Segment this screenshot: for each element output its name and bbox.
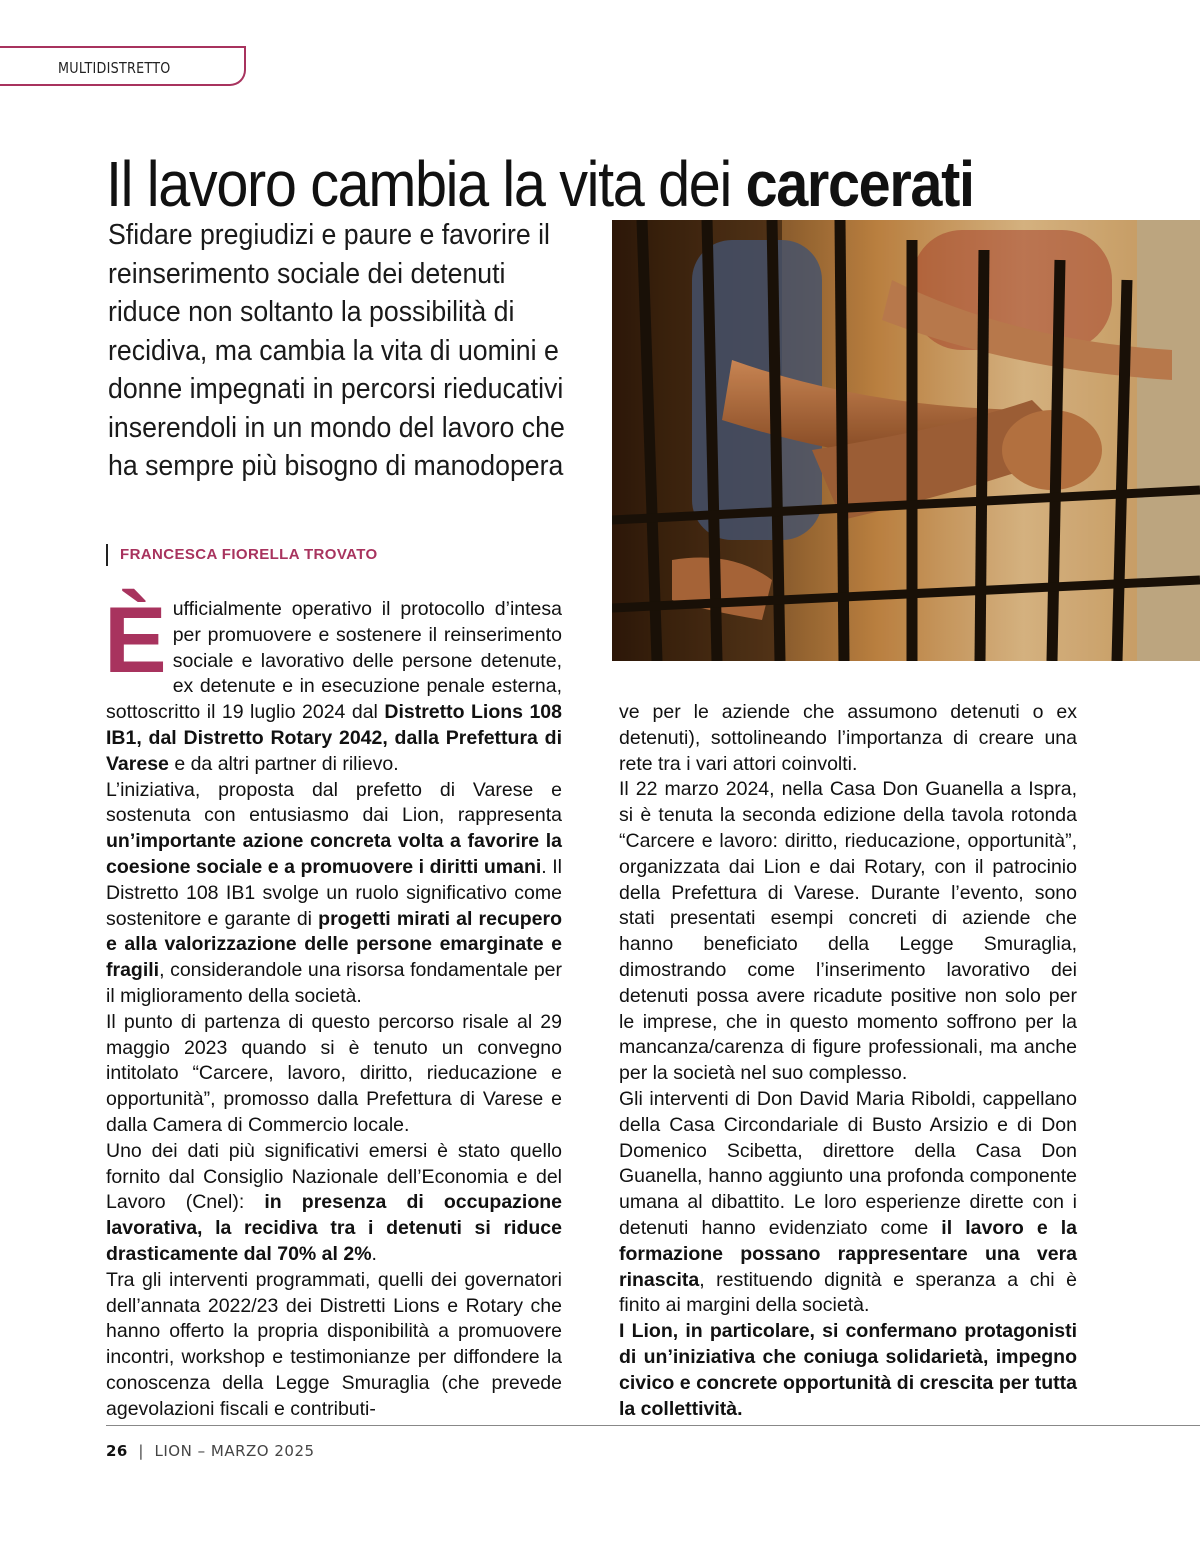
paragraph-2 [106, 778, 562, 1010]
section-label: MULTIDISTRETTO [58, 59, 171, 77]
paragraph-9 [619, 1319, 1077, 1422]
text-run-2: , restituendo dignità e speranza a chi è finito ai margini della società. [619, 1268, 1077, 1317]
footer-separator: | [133, 1442, 150, 1460]
title-light: Il lavoro cambia la vita dei [106, 147, 746, 220]
paragraph-4 [106, 1139, 562, 1268]
article-title [106, 149, 1060, 219]
text-run-2: e da altri partner di rilievo. [168, 752, 399, 775]
paragraph-1 [104, 587, 562, 778]
footer-publication: LION – MARZO 2025 [154, 1442, 315, 1460]
body-column-left [104, 587, 562, 1423]
bold-run-1: un’importante azione concreta volta a favorire la coesione sociale e a promuovere i diritti umani [106, 830, 562, 878]
text-run-2: . Il Distretto 108 IB1 svolge un ruolo significativo come sostenitore e garante di [106, 855, 562, 930]
text-run-0: Il punto di partenza di questo percorso risale al 29 maggio 2023 quando si è tenuto un convegno intitolato “Carcere, lavoro, diritto, rieducazione e opportunità”, promosso dalla Prefettura di Varese e dalla Camera di Commercio locale. [106, 1010, 562, 1136]
photo-illustration [612, 220, 1200, 661]
paragraph-3 [106, 1010, 562, 1139]
author-byline: FRANCESCA FIORELLA TROVATO [106, 544, 378, 566]
text-run-0: Tra gli interventi programmati, quelli dei governatori dell’annata 2022/23 dei Distretti Lions e Rotary che hanno offerto la propria disponibilità a promuovere incontri, workshop e testimonianze per diffondere la conoscenza della Legge Smuraglia (che prevede agevolazioni fiscali e contributi- [106, 1268, 562, 1420]
bold-run-3: progetti mirati al recupero e alla valorizzazione delle persone emarginate e fragili [106, 907, 562, 982]
page-number: 26 [106, 1442, 128, 1460]
page-footer [106, 1442, 315, 1460]
text-run-0: ve per le aziende che assumono detenuti o ex detenuti), sottolineando l’importanza di creare una rete tra i vari attori coinvolti. [619, 701, 1077, 775]
bold-run-1: Distretto Lions 108 IB1, dal Distretto Rotary 2042, dalla Prefettura di Varese [106, 701, 562, 775]
bold-run-0: I Lion, in particolare, si confermano protagonisti di un’iniziativa che coniuga solidarietà, impegno civico e concrete opportunità di crescita per tutta la collettività. [619, 1320, 1077, 1420]
paragraph-7 [619, 777, 1077, 1087]
bold-run-1: in presenza di occupazione lavorativa, la recidiva tra i detenuti si riduce drasticamente dal 70% al 2% [106, 1191, 562, 1265]
text-run-0: L’iniziativa, proposta dal prefetto di Varese e sostenuta con entusiasmo dai Lion, rappresenta [106, 778, 562, 827]
text-run-0: ufficialmente operativo il protocollo d’intesa per promuovere e sostenere il reinserimento sociale e lavorativo delle persone detenute, ex detenute e in esecuzione penale esterna, sottoscritto il 19 luglio 2024 dal [106, 598, 562, 724]
text-run-0: Gli interventi di Don David Maria Riboldi, cappellano della Casa Circondariale di Busto Arsizio e di Don Domenico Scibetta, direttore della Casa Don Guanella, hanno aggiunto una profonda componente umana al dibattito. Le loro esperienze dirette con i detenuti hanno evidenziato come [619, 1087, 1077, 1239]
paragraph-8 [619, 1087, 1077, 1319]
text-run-2: . [371, 1242, 377, 1265]
standfirst: Sfidare pregiudizi e paure e favorire il reinserimento sociale dei detenuti riduce non soltanto la possibilità di recidiva, ma cambia la vita di uomini e donne impegnati in percorsi rieducativi inserendoli in un mondo del lavoro che ha sempre più bisogno di manodopera [108, 219, 565, 482]
text-run-0: Uno dei dati più significativi emersi è stato quello fornito dal Consiglio Nazionale dell’Economia e del Lavoro (Cnel): [106, 1139, 562, 1214]
paragraph-5 [106, 1268, 562, 1423]
title-bold: carcerati [745, 147, 974, 220]
prison-bars-photo [612, 220, 1200, 661]
body-column-right [619, 700, 1077, 1422]
paragraph-6 [619, 700, 1077, 777]
bold-run-1: il lavoro e la formazione possano rappresentare una vera rinascita [619, 1216, 1078, 1291]
text-run-4: , considerandole una risorsa fondamentale per il miglioramento della società. [106, 959, 562, 1007]
footer-divider [106, 1425, 1200, 1426]
drop-cap: È [104, 587, 167, 692]
text-run-0: Il 22 marzo 2024, nella Casa Don Guanella a Ispra, si è tenuta la seconda edizione della tavola rotonda “Carcere e lavoro: diritto, rieducazione, opportunità”, organizzata dai Lion e dai Rotary, con il patrocinio della Prefettura di Varese. Durante l’evento, sono stati presentati esempi concreti di aziende che hanno beneficiato della Legge Smuraglia, dimostrando come l’inserimento lavorativo dei detenuti possa avere ricadute positive non solo per le imprese, che in questo momento soffrono per la mancanza/carenza di figure professionali, ma anche per la società nel suo complesso. [619, 778, 1077, 1085]
section-tab [0, 46, 246, 86]
